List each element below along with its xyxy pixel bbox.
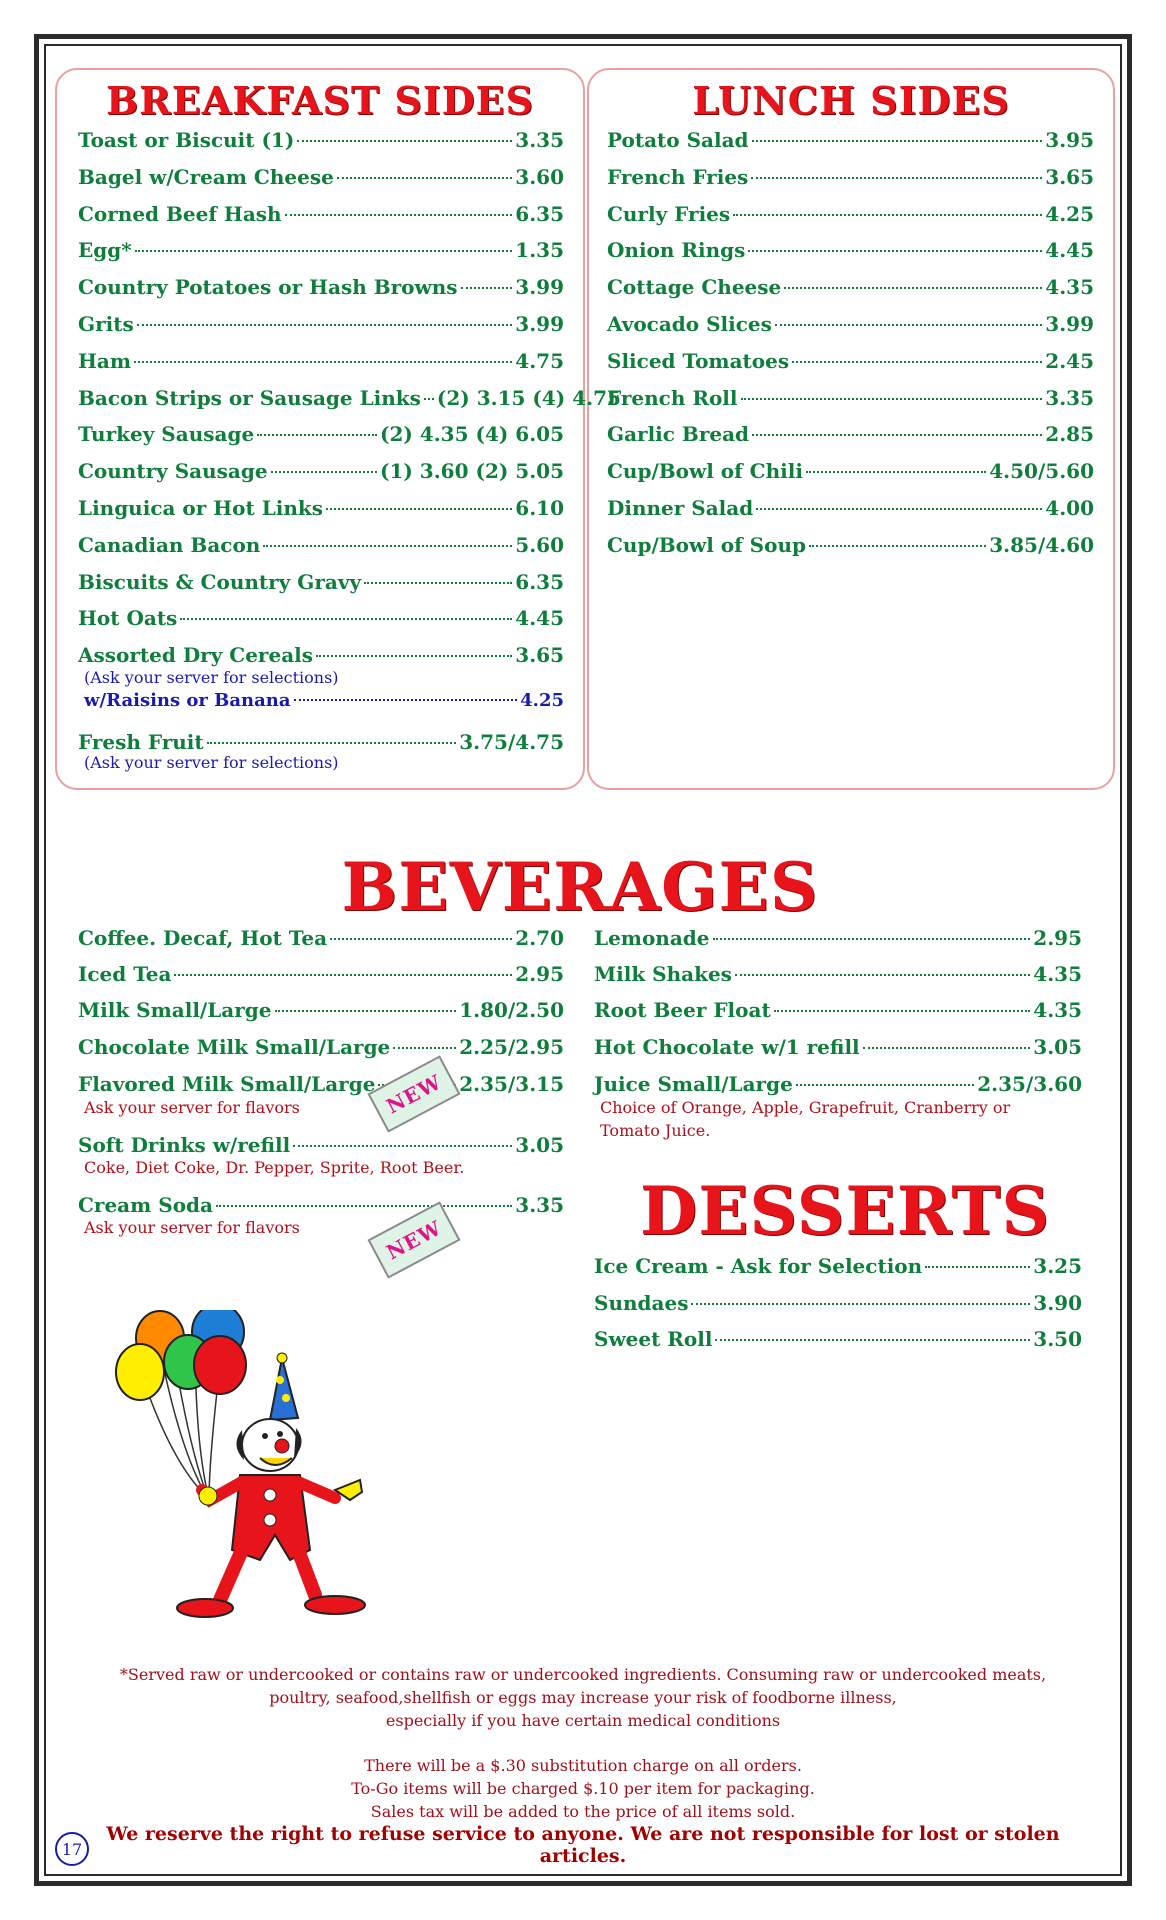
menu-item-name: Ham xyxy=(78,348,132,373)
menu-item-price: 3.05 xyxy=(515,1133,564,1157)
menu-item-row xyxy=(607,386,1094,418)
menu-item-name: Juice Small/Large xyxy=(594,1072,793,1096)
menu-item-price: 3.25 xyxy=(1033,1254,1082,1278)
dot-leader xyxy=(271,471,377,473)
menu-item-price: 3.99 xyxy=(1045,312,1094,336)
menu-item-name: Potato Salad xyxy=(607,128,749,152)
dot-leader xyxy=(796,1084,974,1086)
dot-leader xyxy=(792,361,1042,363)
menu-item-price: 4.75 xyxy=(515,348,564,373)
menu-item-row xyxy=(607,312,1094,344)
menu-item-name: French Fries xyxy=(607,164,749,189)
juice-note-line-1: Choice of Orange, Apple, Grapefruit, Cranberry or xyxy=(600,1098,1011,1117)
dot-leader xyxy=(216,1205,512,1207)
clown-right-shoe xyxy=(305,1596,365,1614)
menu-item-name: French Roll xyxy=(607,385,738,410)
menu-item-row xyxy=(78,459,564,491)
menu-item-name: Turkey Sausage xyxy=(78,422,255,447)
menu-item-price: 6.35 xyxy=(515,569,564,594)
dot-leader xyxy=(806,471,986,473)
menu-item-row xyxy=(78,349,564,381)
dot-leader xyxy=(863,1047,1031,1049)
menu-item-price: 3.60 xyxy=(515,164,564,189)
menu-item-name: Curly Fries xyxy=(607,201,731,226)
menu-item-row xyxy=(78,385,621,418)
sales-tax-note: Sales tax will be added to the price of all items sold. xyxy=(370,1802,796,1821)
clown-left-shoe xyxy=(177,1599,233,1617)
menu-item-row xyxy=(78,1035,564,1067)
menu-item-name: Milk Shakes xyxy=(594,962,732,986)
beverages-title: BEVERAGES xyxy=(341,848,819,926)
menu-item-price: 2.85 xyxy=(1045,422,1094,447)
substitution-charge-note: There will be a $.30 substitution charge on all orders. xyxy=(364,1756,802,1775)
menu-item-price: 4.35 xyxy=(1033,998,1082,1022)
menu-item-name: Onion Rings xyxy=(607,238,746,263)
menu-item-name: Ice Cream - Ask for Selection xyxy=(594,1254,923,1278)
page-number: 17 xyxy=(55,1832,89,1866)
menu-item-name: Chocolate Milk Small/Large xyxy=(78,1035,391,1059)
menu-item-name: Toast or Biscuit (1) xyxy=(78,128,295,152)
menu-item-price: 4.45 xyxy=(515,606,564,631)
dot-leader xyxy=(263,545,512,547)
dot-leader xyxy=(137,324,513,326)
menu-item-name: Sweet Roll xyxy=(594,1327,713,1351)
dot-leader xyxy=(741,398,1043,400)
menu-item-name: Corned Beef Hash xyxy=(78,201,282,226)
menu-item-price: 3.85/4.60 xyxy=(989,532,1094,557)
menu-item-price: 3.65 xyxy=(1045,164,1094,189)
menu-item-price: 3.75/4.75 xyxy=(459,730,564,754)
menu-item-price: 4.45 xyxy=(1045,238,1094,263)
menu-item-row xyxy=(78,202,564,234)
cream-soda-note: Ask your server for flavors xyxy=(84,1218,300,1237)
menu-item-price: 3.99 xyxy=(515,275,564,300)
dot-leader xyxy=(326,508,512,510)
dot-leader xyxy=(275,1010,457,1012)
menu-item-price: 3.50 xyxy=(1033,1327,1082,1351)
dot-leader xyxy=(735,974,1030,976)
menu-item-name: Cup/Bowl of Chili xyxy=(607,459,803,484)
new-badge: NEW xyxy=(367,1201,460,1278)
menu-item-name: Avocado Slices xyxy=(607,312,772,336)
menu-item-name: Hot Chocolate w/1 refill xyxy=(594,1035,860,1059)
menu-item-price: 3.35 xyxy=(515,1193,564,1217)
menu-item-row xyxy=(607,496,1094,528)
menu-item-price: 1.80/2.50 xyxy=(459,998,564,1022)
foodborne-warning-line-2: poultry, seafood,shellfish or eggs may increase your risk of foodborne illness, xyxy=(269,1688,897,1707)
menu-item-name: Grits xyxy=(78,312,134,336)
menu-item-row xyxy=(78,570,564,602)
menu-item-price: 2.70 xyxy=(515,926,564,950)
dot-leader xyxy=(775,324,1042,326)
menu-item-price: (2) 4.35 (4) 6.05 xyxy=(380,422,564,447)
to-go-charge-note: To-Go items will be charged $.10 per item for packaging. xyxy=(351,1779,815,1798)
menu-item-name: Cup/Bowl of Soup xyxy=(607,532,806,557)
dot-leader xyxy=(925,1266,1030,1268)
menu-item-price: 4.35 xyxy=(1045,275,1094,300)
dot-leader xyxy=(809,545,986,547)
clown-left-hand xyxy=(199,1487,217,1505)
menu-item-row xyxy=(78,962,564,994)
dot-leader xyxy=(330,938,512,940)
menu-item-name: Assorted Dry Cereals xyxy=(78,643,314,668)
menu-item-row xyxy=(78,496,564,528)
menu-item-name: Flavored Milk Small/Large xyxy=(78,1072,376,1096)
menu-item-price: 3.35 xyxy=(515,128,564,152)
soft-drinks-note: Coke, Diet Coke, Dr. Pepper, Sprite, Root Beer. xyxy=(84,1158,465,1177)
menu-item-row xyxy=(607,349,1094,381)
menu-item-name: Hot Oats xyxy=(78,606,178,631)
new-badge: NEW xyxy=(367,1055,460,1132)
menu-item-row xyxy=(78,312,564,344)
dot-leader xyxy=(174,974,512,976)
menu-item-price: 3.05 xyxy=(1033,1035,1082,1059)
menu-item-name: Root Beer Float xyxy=(594,998,771,1022)
menu-item-row xyxy=(78,238,564,270)
clown-nose xyxy=(275,1439,289,1453)
menu-item-price: 6.35 xyxy=(515,201,564,226)
foodborne-warning-line-1: *Served raw or undercooked or contains raw or undercooked ingredients. Consuming raw or undercooked meats, xyxy=(119,1665,1047,1684)
menu-item-row xyxy=(607,238,1094,270)
menu-item-price: 1.35 xyxy=(515,238,564,263)
menu-item-price: 5.60 xyxy=(515,532,564,557)
dot-leader xyxy=(257,434,377,436)
menu-item-price: 4.50/5.60 xyxy=(989,459,1094,484)
menu-item-name: Bacon Strips or Sausage Links xyxy=(78,385,421,410)
menu-item-row xyxy=(78,275,564,307)
menu-item-price: 2.35/3.60 xyxy=(977,1072,1082,1096)
menu-item-row xyxy=(78,998,564,1030)
menu-item-price: 3.95 xyxy=(1045,128,1094,152)
menu-item-price: 2.25/2.95 xyxy=(459,1035,564,1059)
menu-item-price: 2.95 xyxy=(515,962,564,986)
dot-leader xyxy=(393,1047,456,1049)
flavored-milk-note: Ask your server for flavors xyxy=(84,1098,300,1117)
menu-item-row xyxy=(607,533,1094,565)
menu-item-price: 6.10 xyxy=(515,496,564,520)
menu-item-row xyxy=(78,128,564,160)
dot-leader xyxy=(733,214,1042,216)
menu-item-row xyxy=(594,1035,1082,1067)
menu-item-price: 3.65 xyxy=(515,643,564,668)
menu-item-row xyxy=(594,1327,1082,1359)
menu-item-price: 4.00 xyxy=(1045,496,1094,520)
menu-item-name: Sliced Tomatoes xyxy=(607,348,790,373)
menu-item-row xyxy=(594,998,1082,1030)
dot-leader xyxy=(752,434,1042,436)
menu-item-name: Fresh Fruit xyxy=(78,730,204,754)
menu-item-name: w/Raisins or Banana xyxy=(84,690,291,711)
menu-item-name: Country Potatoes or Hash Browns xyxy=(78,275,458,300)
dot-leader xyxy=(134,361,512,363)
dot-leader xyxy=(424,398,434,400)
dot-leader xyxy=(715,1339,1030,1341)
yellow-balloon xyxy=(116,1344,164,1400)
menu-item-price: 4.25 xyxy=(1045,201,1094,226)
dot-leader xyxy=(207,742,457,744)
juice-note-line-2: Tomato Juice. xyxy=(600,1121,711,1140)
dot-leader xyxy=(364,582,512,584)
dot-leader xyxy=(316,655,512,657)
menu-item-row xyxy=(594,1254,1082,1286)
fruit-note: (Ask your server for selections) xyxy=(84,753,339,772)
dot-leader xyxy=(774,1010,1031,1012)
menu-item-row xyxy=(594,962,1082,994)
menu-item-name: Biscuits & Country Gravy xyxy=(78,569,362,594)
menu-item-name: Coffee. Decaf, Hot Tea xyxy=(78,926,328,950)
desserts-title: DESSERTS xyxy=(640,1172,1051,1250)
menu-item-price: 2.35/3.15 xyxy=(459,1072,564,1096)
dot-leader xyxy=(294,699,518,701)
menu-item-row xyxy=(607,459,1094,491)
menu-item-name: Bagel w/Cream Cheese xyxy=(78,164,334,189)
dot-leader xyxy=(293,1145,512,1147)
reserve-right-notice: We reserve the right to refuse service to anyone. We are not responsible for lost or stolen articles. xyxy=(106,1823,1060,1867)
menu-item-price: 3.99 xyxy=(515,312,564,336)
cereal-addon-row xyxy=(84,690,564,722)
menu-item-row xyxy=(607,275,1094,307)
menu-item-row xyxy=(78,422,564,454)
menu-item-name: Cream Soda xyxy=(78,1193,213,1217)
menu-item-row xyxy=(607,422,1094,454)
dot-leader xyxy=(180,618,512,620)
menu-item-row xyxy=(607,128,1094,160)
menu-item-row xyxy=(607,165,1094,197)
dot-leader xyxy=(461,287,513,289)
menu-item-name: Cottage Cheese xyxy=(607,275,782,300)
menu-item-row xyxy=(594,926,1082,958)
cereal-note: (Ask your server for selections) xyxy=(84,668,339,687)
menu-item-name: Sundaes xyxy=(594,1291,689,1315)
menu-item-name: Canadian Bacon xyxy=(78,532,261,557)
dot-leader xyxy=(756,508,1042,510)
menu-item-name: Garlic Bread xyxy=(607,422,750,447)
dot-leader xyxy=(748,250,1042,252)
menu-item-price: 2.95 xyxy=(1033,926,1082,950)
foodborne-warning-line-3: especially if you have certain medical conditions xyxy=(385,1711,781,1730)
menu-item-name: Dinner Salad xyxy=(607,496,754,520)
menu-item-name: Soft Drinks w/refill xyxy=(78,1133,291,1157)
menu-item-price: (2) 3.15 (4) 4.75 xyxy=(436,385,621,410)
clown-balloons-illustration xyxy=(110,1310,380,1630)
menu-item-row xyxy=(78,533,564,565)
menu-item-price: 4.35 xyxy=(1033,962,1082,986)
dot-leader xyxy=(713,938,1031,940)
menu-item-row xyxy=(607,202,1094,234)
menu-item-price: 4.25 xyxy=(520,690,564,711)
dot-leader xyxy=(297,140,512,142)
red-balloon xyxy=(194,1336,246,1394)
lunch-sides-title: LUNCH SIDES xyxy=(692,78,1010,123)
menu-item-price: 3.90 xyxy=(1033,1291,1082,1315)
dot-leader xyxy=(751,177,1042,179)
dot-leader xyxy=(337,177,512,179)
menu-item-price: 3.35 xyxy=(1045,385,1094,410)
clown-hat xyxy=(270,1358,298,1420)
dot-leader xyxy=(752,140,1043,142)
menu-item-name: Milk Small/Large xyxy=(78,998,272,1022)
breakfast-sides-title: BREAKFAST SIDES xyxy=(106,78,534,123)
menu-item-name: Lemonade xyxy=(594,926,710,950)
dot-leader xyxy=(691,1303,1030,1305)
dot-leader xyxy=(135,250,513,252)
menu-item-row xyxy=(78,926,564,958)
menu-item-row xyxy=(78,606,564,638)
menu-item-price: 2.45 xyxy=(1045,348,1094,373)
dot-leader xyxy=(784,287,1042,289)
menu-item-name: Egg* xyxy=(78,238,132,263)
menu-item-name: Iced Tea xyxy=(78,962,172,986)
menu-item-name: Country Sausage xyxy=(78,459,268,484)
menu-item-row xyxy=(594,1291,1082,1323)
dot-leader xyxy=(285,214,513,216)
menu-item-price: (1) 3.60 (2) 5.05 xyxy=(380,459,564,484)
menu-item-row xyxy=(78,165,564,197)
menu-item-name: Linguica or Hot Links xyxy=(78,496,324,520)
